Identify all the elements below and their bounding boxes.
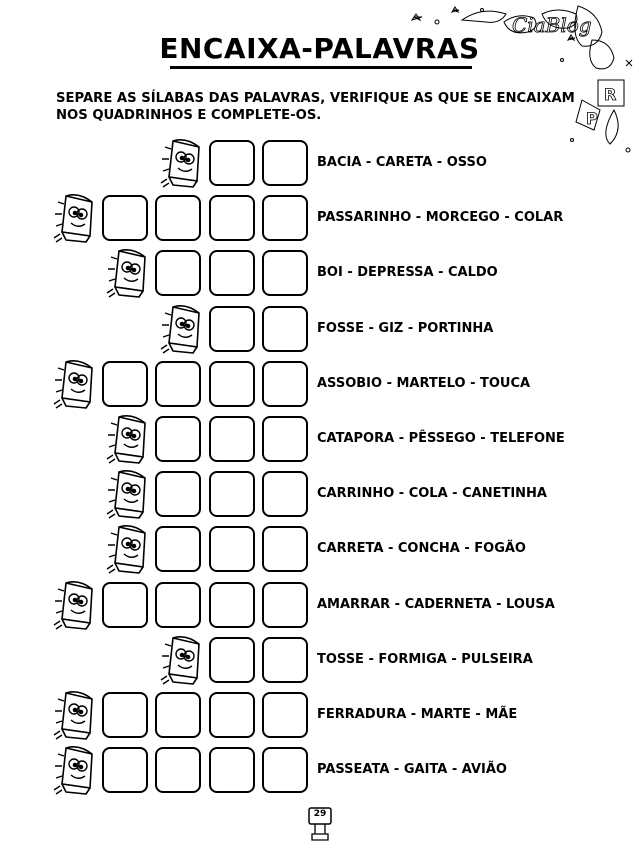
- syllable-box[interactable]: [209, 637, 255, 683]
- syllable-box[interactable]: [262, 471, 308, 517]
- pencil-character-icon: [52, 579, 100, 631]
- pencil-character-icon: [52, 358, 100, 410]
- syllable-box[interactable]: [102, 692, 148, 738]
- word-list: AMARRAR - CADERNETA - LOUSA: [317, 597, 555, 612]
- exercise-row: [0, 471, 639, 519]
- syllable-box[interactable]: [262, 747, 308, 793]
- syllable-box[interactable]: [209, 416, 255, 462]
- syllable-box[interactable]: [155, 582, 201, 628]
- syllable-box[interactable]: [262, 140, 308, 186]
- word-list: FERRADURA - MARTE - MÃE: [317, 707, 518, 722]
- exercise-row: [0, 416, 639, 464]
- corner-doodle-decoration: [392, 0, 639, 160]
- syllable-box[interactable]: [209, 306, 255, 352]
- syllable-box[interactable]: [155, 361, 201, 407]
- syllable-box[interactable]: [262, 582, 308, 628]
- syllable-box[interactable]: [262, 250, 308, 296]
- exercise-row: [0, 526, 639, 574]
- pencil-character-icon: [52, 192, 100, 244]
- syllable-box[interactable]: [209, 361, 255, 407]
- syllable-box[interactable]: [262, 195, 308, 241]
- syllable-box[interactable]: [209, 692, 255, 738]
- syllable-box[interactable]: [209, 582, 255, 628]
- pencil-character-icon: [52, 744, 100, 796]
- syllable-box[interactable]: [262, 416, 308, 462]
- syllable-box[interactable]: [102, 195, 148, 241]
- syllable-box[interactable]: [155, 250, 201, 296]
- word-list: TOSSE - FORMIGA - PULSEIRA: [317, 652, 533, 667]
- syllable-box[interactable]: [155, 692, 201, 738]
- syllable-box[interactable]: [262, 692, 308, 738]
- syllable-box[interactable]: [209, 471, 255, 517]
- pencil-character-icon: [105, 523, 153, 575]
- word-list: CARRINHO - COLA - CANETINHA: [317, 486, 547, 501]
- exercise-row: [0, 361, 639, 409]
- word-list: CATAPORA - PÊSSEGO - TELEFONE: [317, 431, 565, 446]
- syllable-box[interactable]: [155, 471, 201, 517]
- exercise-row: [0, 140, 639, 188]
- syllable-box[interactable]: [102, 361, 148, 407]
- syllable-box[interactable]: [155, 747, 201, 793]
- pencil-character-icon: [159, 634, 207, 686]
- exercise-row: [0, 250, 639, 298]
- svg-text:P: P: [586, 109, 598, 128]
- page-number: 29: [313, 809, 327, 819]
- exercise-row: [0, 195, 639, 243]
- instructions-line-1: SEPARE AS SÍLABAS DAS PALAVRAS, VERIFIQUE AS QUE SE ENCAIXAM: [56, 91, 575, 106]
- exercise-row: [0, 747, 639, 795]
- syllable-box[interactable]: [155, 526, 201, 572]
- syllable-box[interactable]: [102, 582, 148, 628]
- syllable-box[interactable]: [155, 416, 201, 462]
- pencil-character-icon: [105, 468, 153, 520]
- page-title: ENCAIXA-PALAVRAS: [159, 32, 480, 65]
- syllable-box[interactable]: [262, 526, 308, 572]
- title-underline: [170, 66, 472, 69]
- syllable-box[interactable]: [209, 195, 255, 241]
- syllable-box[interactable]: [209, 140, 255, 186]
- syllable-box[interactable]: [155, 195, 201, 241]
- pencil-character-icon: [52, 689, 100, 741]
- syllable-box[interactable]: [209, 250, 255, 296]
- svg-text:R: R: [604, 85, 617, 104]
- instructions-line-2: NOS QUADRINHOS E COMPLETE-OS.: [56, 108, 322, 123]
- syllable-box[interactable]: [262, 306, 308, 352]
- pencil-character-icon: [105, 247, 153, 299]
- word-list: PASSEATA - GAITA - AVIÃO: [317, 762, 507, 777]
- pencil-character-icon: [105, 413, 153, 465]
- exercise-row: [0, 692, 639, 740]
- exercise-row: [0, 637, 639, 685]
- syllable-box[interactable]: [102, 747, 148, 793]
- syllable-box[interactable]: [262, 637, 308, 683]
- word-list: BACIA - CARETA - OSSO: [317, 155, 487, 170]
- word-list: ASSOBIO - MARTELO - TOUCA: [317, 376, 531, 391]
- syllable-box[interactable]: [209, 747, 255, 793]
- exercise-row: [0, 582, 639, 630]
- word-list: BOI - DEPRESSA - CALDO: [317, 265, 498, 280]
- syllable-box[interactable]: [209, 526, 255, 572]
- syllable-box[interactable]: [262, 361, 308, 407]
- corner-logo-text: CiaBlog: [512, 13, 592, 37]
- word-list: FOSSE - GIZ - PORTINHA: [317, 321, 494, 336]
- pencil-character-icon: [159, 303, 207, 355]
- exercise-row: [0, 306, 639, 354]
- pencil-character-icon: [159, 137, 207, 189]
- word-list: PASSARINHO - MORCEGO - COLAR: [317, 210, 564, 225]
- instructions: [56, 90, 596, 124]
- word-list: CARRETA - CONCHA - FOGÃO: [317, 541, 526, 556]
